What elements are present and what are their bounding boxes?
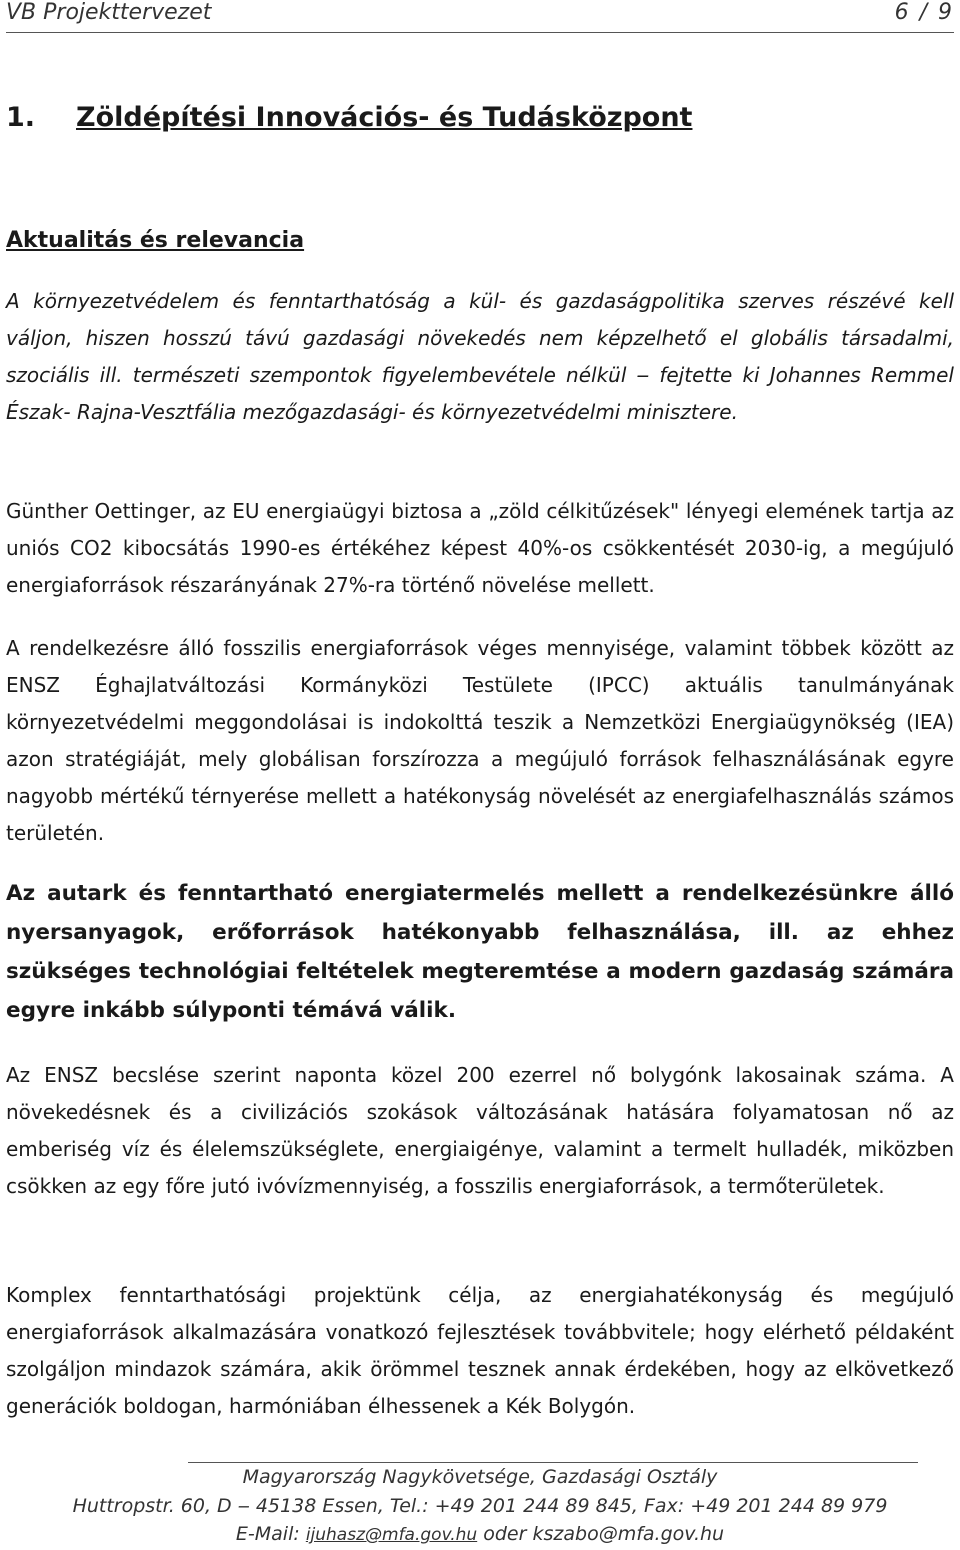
footer-divider [188,1462,918,1463]
section-number: 1. [6,102,36,133]
email-link-1[interactable]: ijuhasz@mfa.gov.hu [305,1525,478,1545]
paragraph-1: A környezetvédelem és fenntarthatóság a kül- és gazdaságpolitika szerves részévé kell váljon, hiszen hosszú távú gazdasági növekedés nem képzelhető el globális társadalmi, szociális ill. természeti szempontok figyelembevétele nélkül ‒ fejtette ki Johannes Remmel Észak- Rajna-Vesztfália mezőgazdasági- és környezetvédelmi minisztere. [6,289,954,424]
paragraph-5: Az ENSZ becslése szerint naponta közel 200 ezerrel nő bolygónk lakosainak száma. A növekedésnek és a civilizációs szokások változásának hatására folyamatosan nő az emberiség víz és élelemszükséglete, energiaigénye, valamint a termelt hulladék, miközben csökken az egy főre jutó ivóvízmennyiség, a fosszilis energiaforrások, a termőterületek. [6,1063,954,1198]
page-header [6,0,954,33]
footer-organization: Magyarország Nagykövetsége, Gazdasági Osztály [242,1466,718,1488]
subsection-heading: Aktualitás és relevancia [6,228,305,253]
paragraph-2: Günther Oettinger, az EU energiaügyi biztosa a „zöld célkitűzések" lényegi elemének tartja az uniós CO2 kibocsátás 1990-es értékéhez képest 40%-os csökkentését 2030-ig, a megújuló energiaforrások részarányának 27%-ra történő növelése mellett. [6,499,954,597]
paragraph-3: A rendelkezésre álló fosszilis energiaforrások véges mennyisége, valamint többek között az ENSZ Éghajlatváltozási Kormányközi Testülete (IPCC) aktuális tanulmányának környezetvédelmi meggondolásai is indokolttá teszik a Nemzetközi Energiaügynökség (IEA) azon stratégiáját, mely globálisan forszírozza a megújuló források felhasználásának egyre nagyobb mértékű térnyerése mellett a hatékonyság növelését az energiafelhasználás számos területén. [6,636,954,845]
document-title: VB Projekttervezet [6,0,212,25]
paragraph-4-emphasis: Az autark és fenntartható energiatermelés mellett a rendelkezésünkre álló nyersanyagok, erőforrások hatékonyabb felhasználása, ill. az ehhez szükséges technológiai feltételek megteremtése a modern gazdaság számára egyre inkább súlyponti témává válik. [6,881,954,1023]
email-label: E-Mail: [235,1523,300,1545]
page-number: 6 / 9 [894,0,954,25]
email-address-2: kszabo@mfa.gov.hu [532,1523,725,1545]
footer-address: Huttropstr. 60, D ‒ 45138 Essen, Tel.: +49 201 244 89 845, Fax: +49 201 244 89 979 [72,1495,888,1517]
email-separator: oder [483,1523,527,1545]
footer-email-line [0,1523,960,1545]
section-title: Zöldépítési Innovációs- és Tudásközpont [76,102,693,133]
paragraph-6: Komplex fenntarthatósági projektünk célja, az energiahatékonyság és megújuló energiaforrások alkalmazására vonatkozó fejlesztések továbbvitele; hogy elérhető példaként szolgáljon mindazok számára, akik örömmel tesznek annak érdekében, hogy az elkövetkező generációk boldogan, harmóniában élhessenek a Kék Bolygón. [6,1283,954,1418]
section-heading [6,102,692,133]
